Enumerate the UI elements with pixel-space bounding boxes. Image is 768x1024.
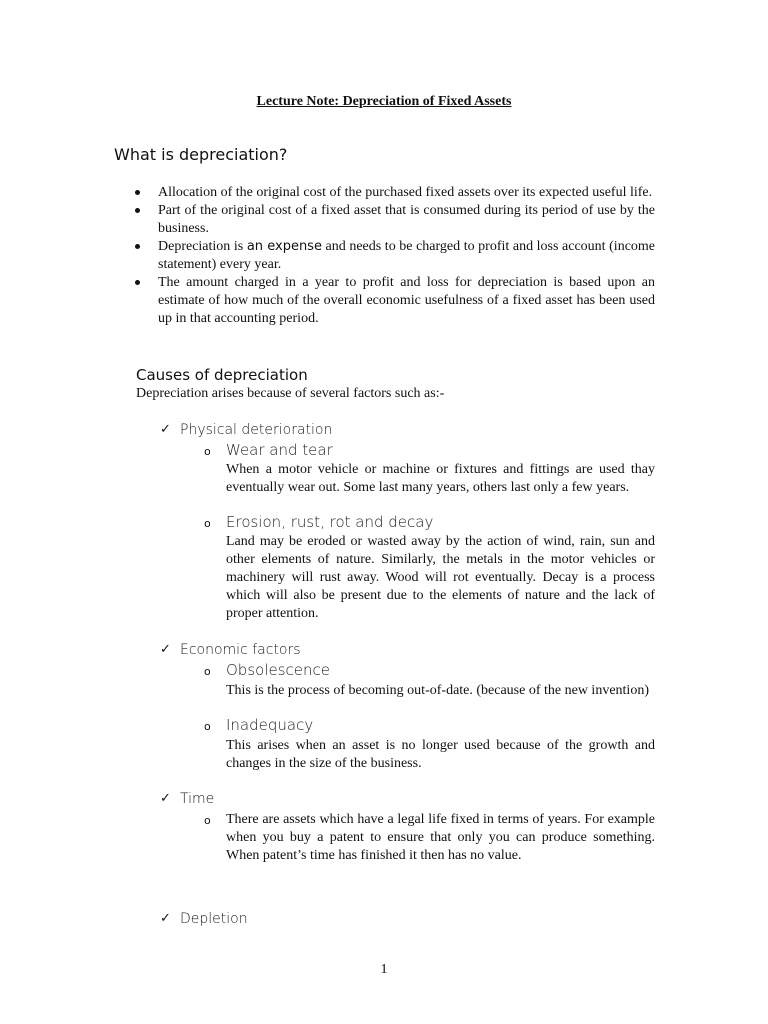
checkmark-icon: ✓: [160, 911, 171, 926]
definition-bullet-list: [158, 184, 655, 328]
sub-text-erosion: Land may be eroded or wasted away by the action of wind, rain, sun and other elements of nature. Similarly, the metals in the motor vehicles or machinery will rust away. Wood will rot eventually. Decay is a process which will also be present due to the elements of nature and the lack of proper attention.: [226, 534, 655, 621]
checkmark-icon: ✓: [160, 642, 171, 657]
hollow-circle-bullet-icon: o: [204, 517, 211, 530]
filled-dot-bullet-icon: [135, 280, 140, 285]
bullet-highlight: an expense: [246, 239, 322, 254]
checkmark-icon: ✓: [160, 422, 171, 437]
hollow-circle-bullet-icon: o: [204, 445, 211, 458]
hollow-circle-bullet-icon: o: [204, 814, 211, 827]
bullet-text: Allocation of the original cost of the purchased fixed assets over its expected useful life.: [158, 185, 653, 200]
hollow-circle-bullet-icon: o: [204, 720, 211, 733]
sub-text-time: There are assets which have a legal life fixed in terms of years. For example when you buy a patent to ensure that only you can produce something. When patent’s time has finished it then has no value.: [226, 812, 655, 863]
filled-dot-bullet-icon: [135, 244, 140, 249]
sub-label-wear-and-tear: Wear and tear: [226, 441, 333, 459]
sub-text-obsolescence: This is the process of becoming out-of-date. (because of the new invention): [226, 683, 649, 698]
filled-dot-bullet-icon: [135, 208, 140, 213]
filled-dot-bullet-icon: [135, 190, 140, 195]
cause-label-economic: Economic factors: [180, 642, 301, 658]
list-item: [158, 184, 655, 202]
sub-label-erosion: Erosion, rust, rot and decay: [226, 513, 434, 531]
bullet-text-after: and needs to be charged to profit and loss account (income statement) every year.: [158, 239, 656, 272]
bullet-text: The amount charged in a year to profit and loss for depreciation is based upon an estimate of how much of the overall economic usefulness of a fixed asset has been used up in that accounting period.: [158, 275, 655, 326]
sub-text-inadequacy: This arises when an asset is no longer used because of the growth and changes in the size of the business.: [226, 738, 655, 771]
cause-label-time: Time: [180, 791, 215, 807]
sub-text-wear-and-tear: When a motor vehicle or machine or fixtures and fittings are used thay eventually wear out. Some last many years, others last only a few years.: [226, 462, 655, 495]
document-title: Lecture Note: Depreciation of Fixed Assets: [256, 94, 512, 109]
list-item: [158, 238, 655, 274]
section-heading-what-is-depreciation: What is depreciation?: [114, 145, 288, 164]
list-item: [158, 202, 655, 238]
checkmark-icon: ✓: [160, 791, 171, 806]
page-number: 1: [380, 962, 388, 977]
bullet-text: Part of the original cost of a fixed asset that is consumed during its period of use by the business.: [158, 203, 655, 236]
section-heading-causes: Causes of depreciation: [136, 366, 308, 384]
cause-label-physical: Physical deterioration: [180, 422, 333, 438]
causes-intro: Depreciation arises because of several factors such as:-: [136, 386, 445, 401]
bullet-text-before: Depreciation is: [158, 239, 247, 254]
sub-label-obsolescence: Obsolescence: [226, 661, 330, 679]
cause-label-depletion: Depletion: [180, 911, 248, 927]
hollow-circle-bullet-icon: o: [204, 665, 211, 678]
sub-label-inadequacy: Inadequacy: [226, 716, 314, 734]
list-item: [158, 274, 655, 328]
